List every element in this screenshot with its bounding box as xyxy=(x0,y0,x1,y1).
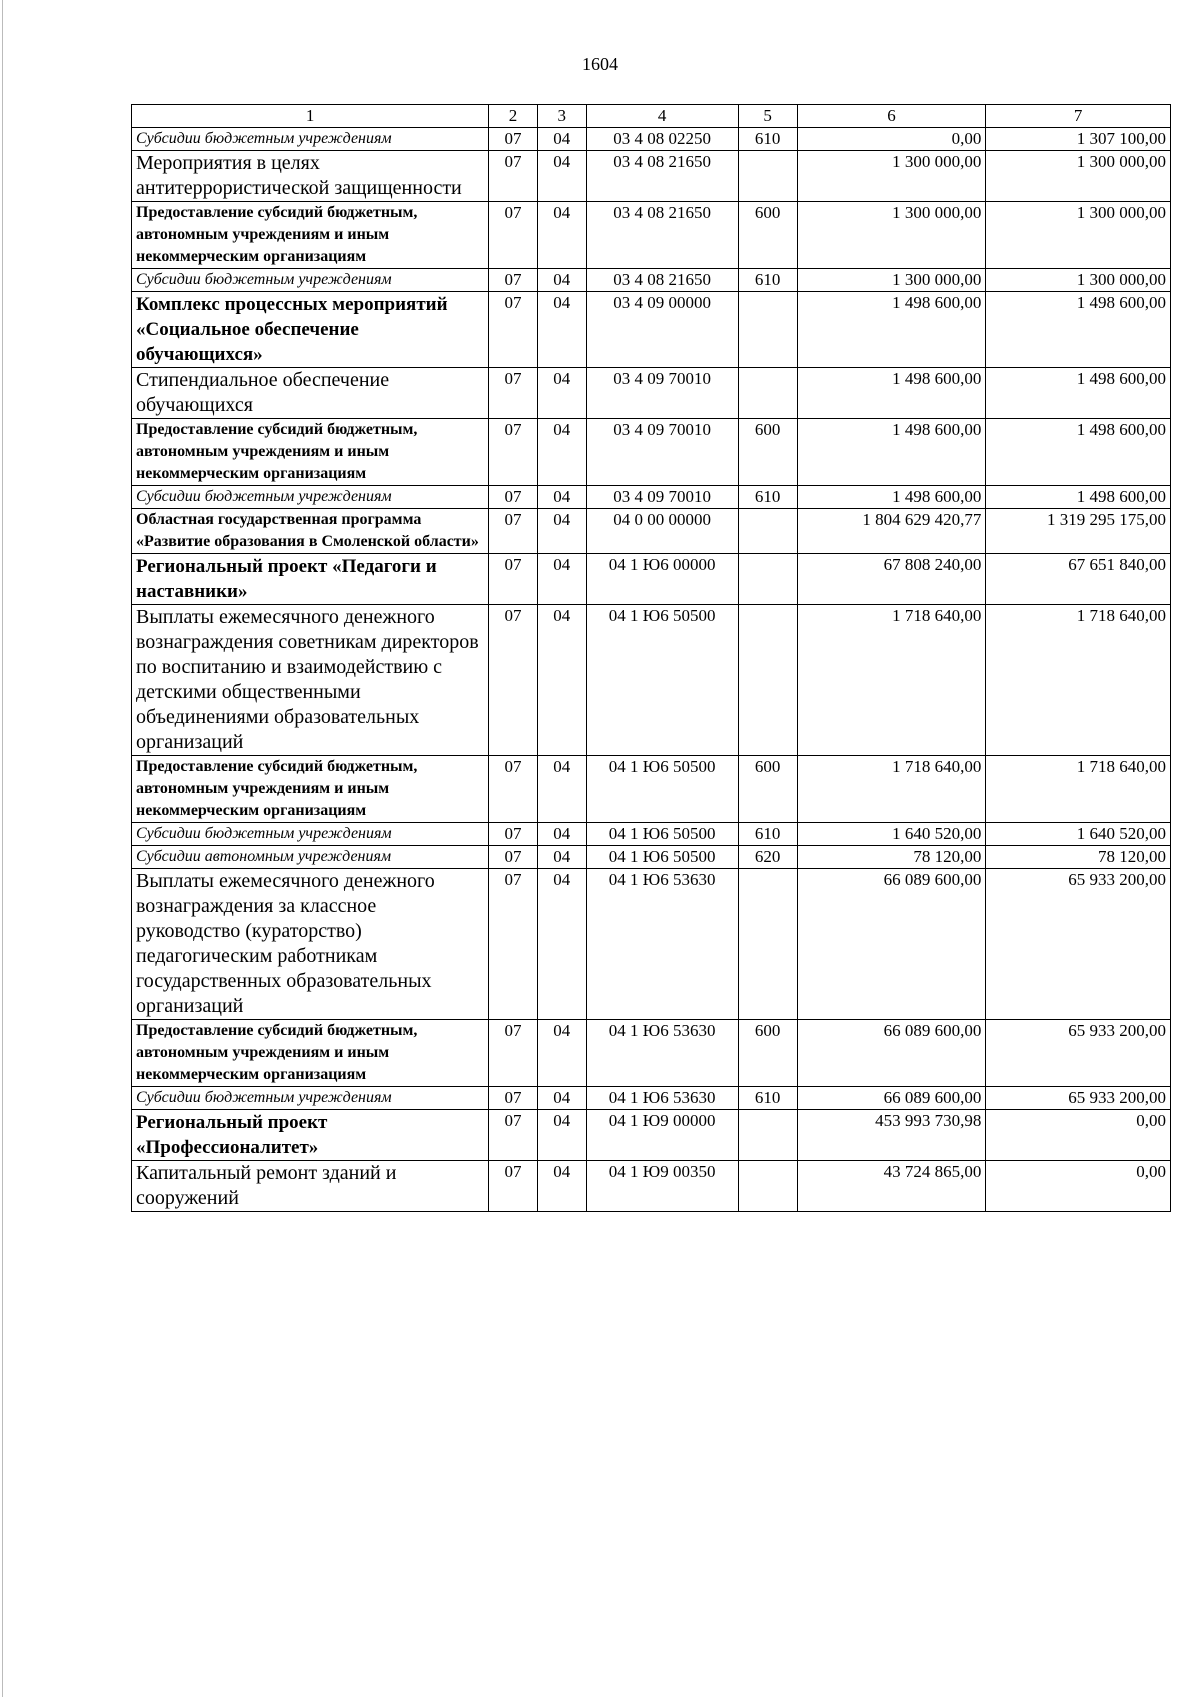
section-code-cell: 07 xyxy=(489,202,538,269)
expense-type-cell xyxy=(738,292,797,368)
column-header: 2 xyxy=(489,105,538,128)
amount-year-2-cell: 1 718 640,00 xyxy=(986,605,1171,756)
expense-type-cell: 600 xyxy=(738,756,797,823)
subsection-code-cell: 04 xyxy=(537,823,586,846)
table-row xyxy=(132,554,1171,605)
amount-year-2-cell: 1 498 600,00 xyxy=(986,292,1171,368)
amount-year-2-cell: 1 718 640,00 xyxy=(986,756,1171,823)
row-name-cell: Субсидии бюджетным учреждениям xyxy=(132,128,489,151)
expense-type-cell xyxy=(738,509,797,554)
amount-year-2-cell: 65 933 200,00 xyxy=(986,1020,1171,1087)
expense-type-cell xyxy=(738,368,797,419)
amount-year-1-cell: 0,00 xyxy=(797,128,986,151)
column-header: 6 xyxy=(797,105,986,128)
target-article-cell: 04 1 Ю6 50500 xyxy=(586,846,738,869)
target-article-cell: 03 4 09 00000 xyxy=(586,292,738,368)
row-name-cell: Субсидии бюджетным учреждениям xyxy=(132,486,489,509)
subsection-code-cell: 04 xyxy=(537,202,586,269)
subsection-code-cell: 04 xyxy=(537,269,586,292)
row-name-cell: Предоставление субсидий бюджетным, автономным учреждениям и иным некоммерческим организациям xyxy=(132,419,489,486)
section-code-cell: 07 xyxy=(489,419,538,486)
expense-type-cell: 610 xyxy=(738,128,797,151)
expense-type-cell: 600 xyxy=(738,419,797,486)
amount-year-1-cell: 66 089 600,00 xyxy=(797,1020,986,1087)
table-row xyxy=(132,1020,1171,1087)
section-code-cell: 07 xyxy=(489,128,538,151)
expense-type-cell xyxy=(738,605,797,756)
amount-year-1-cell: 1 300 000,00 xyxy=(797,202,986,269)
target-article-cell: 03 4 09 70010 xyxy=(586,486,738,509)
column-header: 3 xyxy=(537,105,586,128)
budget-table xyxy=(131,104,1171,1212)
subsection-code-cell: 04 xyxy=(537,128,586,151)
subsection-code-cell: 04 xyxy=(537,554,586,605)
table-row xyxy=(132,128,1171,151)
expense-type-cell xyxy=(738,1161,797,1212)
amount-year-2-cell: 1 498 600,00 xyxy=(986,368,1171,419)
amount-year-2-cell: 1 300 000,00 xyxy=(986,269,1171,292)
row-name-cell: Комплекс процессных мероприятий «Социальное обеспечение обучающихся» xyxy=(132,292,489,368)
expense-type-cell: 610 xyxy=(738,269,797,292)
section-code-cell: 07 xyxy=(489,869,538,1020)
subsection-code-cell: 04 xyxy=(537,846,586,869)
table-row xyxy=(132,419,1171,486)
subsection-code-cell: 04 xyxy=(537,1020,586,1087)
section-code-cell: 07 xyxy=(489,1087,538,1110)
row-name-cell: Субсидии бюджетным учреждениям xyxy=(132,823,489,846)
subsection-code-cell: 04 xyxy=(537,756,586,823)
subsection-code-cell: 04 xyxy=(537,1110,586,1161)
table-row xyxy=(132,823,1171,846)
section-code-cell: 07 xyxy=(489,151,538,202)
amount-year-1-cell: 1 498 600,00 xyxy=(797,368,986,419)
row-name-cell: Субсидии автономным учреждениям xyxy=(132,846,489,869)
target-article-cell: 04 1 Ю9 00000 xyxy=(586,1110,738,1161)
target-article-cell: 04 0 00 00000 xyxy=(586,509,738,554)
section-code-cell: 07 xyxy=(489,509,538,554)
amount-year-1-cell: 1 498 600,00 xyxy=(797,419,986,486)
amount-year-2-cell: 65 933 200,00 xyxy=(986,1087,1171,1110)
subsection-code-cell: 04 xyxy=(537,151,586,202)
row-name-cell: Стипендиальное обеспечение обучающихся xyxy=(132,368,489,419)
table-header-row xyxy=(132,105,1171,128)
section-code-cell: 07 xyxy=(489,1161,538,1212)
table-row xyxy=(132,1087,1171,1110)
column-header: 7 xyxy=(986,105,1171,128)
target-article-cell: 04 1 Ю6 50500 xyxy=(586,823,738,846)
subsection-code-cell: 04 xyxy=(537,869,586,1020)
row-name-cell: Выплаты ежемесячного денежного вознаграждения советникам директоров по воспитанию и взаимодействию с детскими общественными объединениями образовательных организаций xyxy=(132,605,489,756)
amount-year-2-cell: 0,00 xyxy=(986,1110,1171,1161)
expense-type-cell: 600 xyxy=(738,1020,797,1087)
subsection-code-cell: 04 xyxy=(537,605,586,756)
expense-type-cell xyxy=(738,554,797,605)
amount-year-2-cell: 1 319 295 175,00 xyxy=(986,509,1171,554)
section-code-cell: 07 xyxy=(489,756,538,823)
row-name-cell: Субсидии бюджетным учреждениям xyxy=(132,269,489,292)
expense-type-cell xyxy=(738,869,797,1020)
amount-year-2-cell: 1 300 000,00 xyxy=(986,202,1171,269)
subsection-code-cell: 04 xyxy=(537,368,586,419)
amount-year-1-cell: 1 804 629 420,77 xyxy=(797,509,986,554)
table-row xyxy=(132,1110,1171,1161)
column-header: 5 xyxy=(738,105,797,128)
table-row xyxy=(132,756,1171,823)
row-name-cell: Предоставление субсидий бюджетным, автономным учреждениям и иным некоммерческим организациям xyxy=(132,756,489,823)
table-row xyxy=(132,202,1171,269)
row-name-cell: Капитальный ремонт зданий и сооружений xyxy=(132,1161,489,1212)
amount-year-2-cell: 1 498 600,00 xyxy=(986,419,1171,486)
amount-year-1-cell: 1 300 000,00 xyxy=(797,269,986,292)
section-code-cell: 07 xyxy=(489,1020,538,1087)
target-article-cell: 04 1 Ю6 00000 xyxy=(586,554,738,605)
subsection-code-cell: 04 xyxy=(537,1087,586,1110)
amount-year-1-cell: 1 300 000,00 xyxy=(797,151,986,202)
amount-year-2-cell: 1 307 100,00 xyxy=(986,128,1171,151)
amount-year-2-cell: 67 651 840,00 xyxy=(986,554,1171,605)
amount-year-1-cell: 66 089 600,00 xyxy=(797,869,986,1020)
amount-year-1-cell: 78 120,00 xyxy=(797,846,986,869)
section-code-cell: 07 xyxy=(489,292,538,368)
amount-year-1-cell: 43 724 865,00 xyxy=(797,1161,986,1212)
row-name-cell: Областная государственная программа «Развитие образования в Смоленской области» xyxy=(132,509,489,554)
target-article-cell: 03 4 09 70010 xyxy=(586,368,738,419)
amount-year-1-cell: 1 718 640,00 xyxy=(797,605,986,756)
column-header: 4 xyxy=(586,105,738,128)
amount-year-2-cell: 65 933 200,00 xyxy=(986,869,1171,1020)
expense-type-cell: 600 xyxy=(738,202,797,269)
amount-year-2-cell: 1 300 000,00 xyxy=(986,151,1171,202)
row-name-cell: Субсидии бюджетным учреждениям xyxy=(132,1087,489,1110)
section-code-cell: 07 xyxy=(489,269,538,292)
target-article-cell: 03 4 08 21650 xyxy=(586,202,738,269)
target-article-cell: 04 1 Ю6 50500 xyxy=(586,756,738,823)
table-row xyxy=(132,605,1171,756)
table-row xyxy=(132,269,1171,292)
subsection-code-cell: 04 xyxy=(537,486,586,509)
target-article-cell: 04 1 Ю6 53630 xyxy=(586,1020,738,1087)
row-name-cell: Региональный проект «Педагоги и наставники» xyxy=(132,554,489,605)
amount-year-1-cell: 66 089 600,00 xyxy=(797,1087,986,1110)
amount-year-1-cell: 1 498 600,00 xyxy=(797,486,986,509)
target-article-cell: 03 4 08 21650 xyxy=(586,151,738,202)
row-name-cell: Предоставление субсидий бюджетным, автономным учреждениям и иным некоммерческим организациям xyxy=(132,1020,489,1087)
section-code-cell: 07 xyxy=(489,605,538,756)
section-code-cell: 07 xyxy=(489,554,538,605)
table-row xyxy=(132,869,1171,1020)
section-code-cell: 07 xyxy=(489,846,538,869)
expense-type-cell: 620 xyxy=(738,846,797,869)
section-code-cell: 07 xyxy=(489,823,538,846)
table-row xyxy=(132,486,1171,509)
target-article-cell: 03 4 08 02250 xyxy=(586,128,738,151)
row-name-cell: Региональный проект «Профессионалитет» xyxy=(132,1110,489,1161)
target-article-cell: 04 1 Ю6 50500 xyxy=(586,605,738,756)
table-row xyxy=(132,151,1171,202)
expense-type-cell: 610 xyxy=(738,486,797,509)
target-article-cell: 04 1 Ю6 53630 xyxy=(586,869,738,1020)
target-article-cell: 03 4 09 70010 xyxy=(586,419,738,486)
amount-year-2-cell: 0,00 xyxy=(986,1161,1171,1212)
amount-year-1-cell: 1 498 600,00 xyxy=(797,292,986,368)
subsection-code-cell: 04 xyxy=(537,509,586,554)
subsection-code-cell: 04 xyxy=(537,419,586,486)
column-header: 1 xyxy=(132,105,489,128)
table-row xyxy=(132,368,1171,419)
table-row xyxy=(132,292,1171,368)
expense-type-cell: 610 xyxy=(738,1087,797,1110)
expense-type-cell: 610 xyxy=(738,823,797,846)
amount-year-1-cell: 67 808 240,00 xyxy=(797,554,986,605)
target-article-cell: 03 4 08 21650 xyxy=(586,269,738,292)
target-article-cell: 04 1 Ю6 53630 xyxy=(586,1087,738,1110)
table-row xyxy=(132,846,1171,869)
target-article-cell: 04 1 Ю9 00350 xyxy=(586,1161,738,1212)
amount-year-2-cell: 1 640 520,00 xyxy=(986,823,1171,846)
amount-year-1-cell: 1 640 520,00 xyxy=(797,823,986,846)
table-row xyxy=(132,1161,1171,1212)
expense-type-cell xyxy=(738,151,797,202)
amount-year-1-cell: 1 718 640,00 xyxy=(797,756,986,823)
section-code-cell: 07 xyxy=(489,1110,538,1161)
subsection-code-cell: 04 xyxy=(537,292,586,368)
table-row xyxy=(132,509,1171,554)
section-code-cell: 07 xyxy=(489,486,538,509)
amount-year-2-cell: 78 120,00 xyxy=(986,846,1171,869)
subsection-code-cell: 04 xyxy=(537,1161,586,1212)
amount-year-2-cell: 1 498 600,00 xyxy=(986,486,1171,509)
section-code-cell: 07 xyxy=(489,368,538,419)
amount-year-1-cell: 453 993 730,98 xyxy=(797,1110,986,1161)
row-name-cell: Выплаты ежемесячного денежного вознаграждения за классное руководство (кураторство) педагогическим работникам государственных образовательных организаций xyxy=(132,869,489,1020)
expense-type-cell xyxy=(738,1110,797,1161)
page-number: 1604 xyxy=(582,54,618,74)
row-name-cell: Мероприятия в целях антитеррористической защищенности xyxy=(132,151,489,202)
row-name-cell: Предоставление субсидий бюджетным, автономным учреждениям и иным некоммерческим организациям xyxy=(132,202,489,269)
page-edge xyxy=(2,0,3,1697)
